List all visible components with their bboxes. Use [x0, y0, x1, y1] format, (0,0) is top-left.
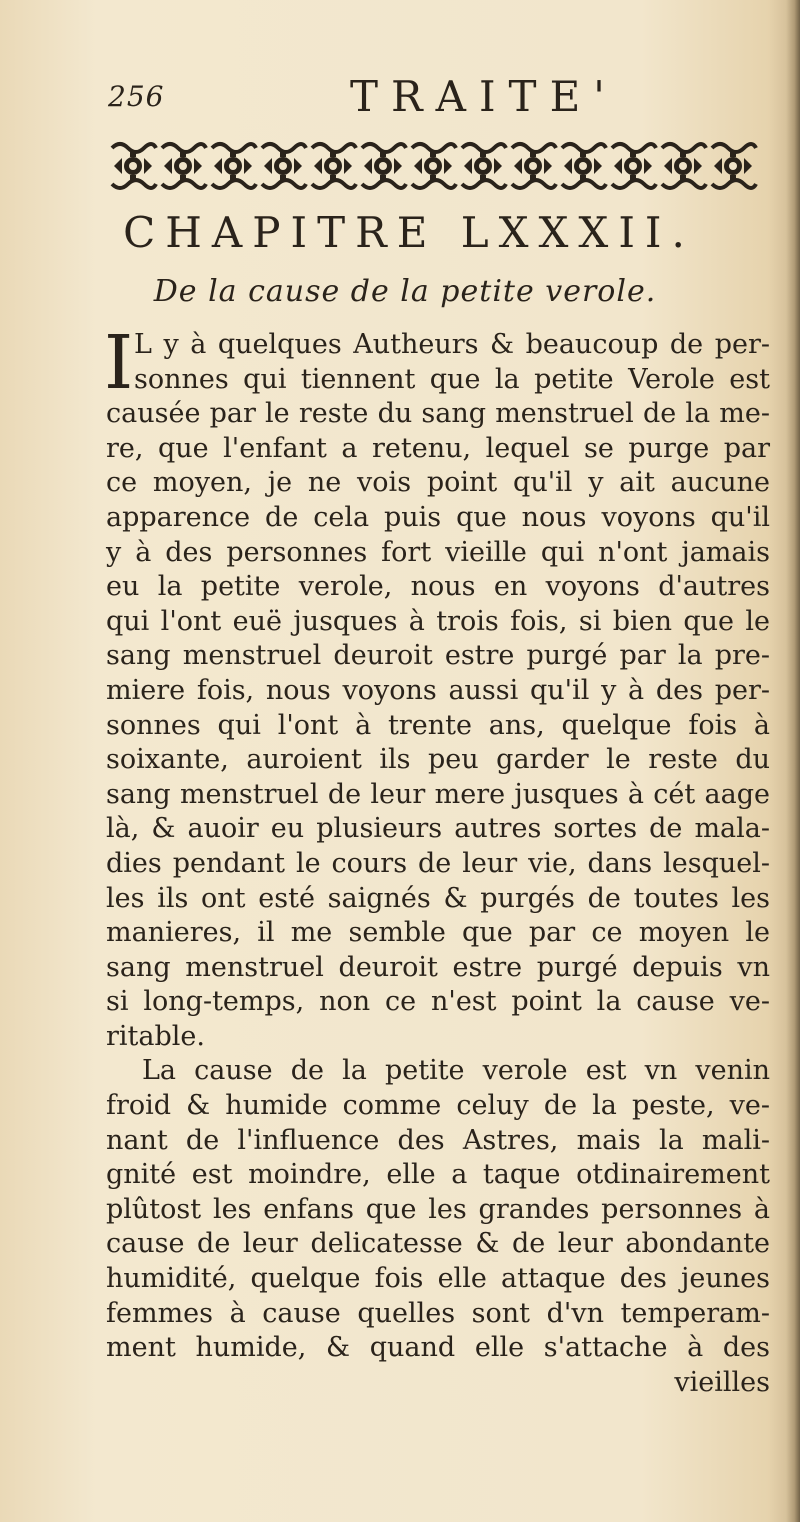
text-line: humidité, quelque fois elle attaque des jeunes — [106, 1263, 770, 1295]
text-line: sang menstruel de leur mere jusques à cét aage — [106, 778, 770, 810]
text-line: sonnes qui l'ont à trente ans, quelque fois à — [106, 709, 770, 741]
text-line: y à des personnes fort vieille qui n'ont jamais — [106, 536, 770, 568]
text-line: là, & auoir eu plusieurs autres sortes de mala- — [106, 813, 770, 845]
chapter-subtitle: De la cause de la petite verole. — [153, 274, 657, 309]
text-line: les ils ont esté saignés & purgés de toutes les — [106, 882, 770, 914]
text-line: cause de leur delicatesse & de leur abondante — [106, 1228, 770, 1260]
text-line: nant de l'influence des Astres, mais la mali- — [106, 1124, 770, 1156]
body-text — [104, 320, 770, 1400]
text-line: dies pendant le cours de leur vie, dans lesquel- — [106, 847, 770, 879]
page-number: 256 — [108, 80, 165, 113]
drop-cap: I — [104, 320, 134, 406]
running-title: TRAITE' — [350, 72, 618, 121]
text-line: ritable. — [106, 1020, 205, 1052]
paragraph-1 — [104, 320, 770, 1054]
text-line: re, que l'enfant a retenu, lequel se purge par — [106, 432, 770, 464]
paragraph-2 — [106, 1054, 770, 1400]
text-line: sang menstruel deuroit estre purgé par la pre- — [106, 640, 770, 672]
text-line: femmes à cause quelles sont d'vn temperam- — [106, 1297, 770, 1329]
text-line: ce moyen, je ne vois point qu'il y ait aucune — [106, 467, 770, 499]
text-line: sang menstruel deuroit estre purgé depuis vn — [106, 951, 770, 983]
page-header — [0, 68, 800, 121]
text-line: gnité est moindre, elle a taque otdinairement — [106, 1159, 770, 1191]
text-line: La cause de la petite verole est vn venin — [142, 1055, 770, 1087]
catchword: vieilles — [674, 1366, 770, 1398]
text-line: miere fois, nous voyons aussi qu'il y à des per- — [106, 674, 770, 706]
text-line: manieres, il me semble que par ce moyen le — [106, 917, 770, 949]
text-line: eu la petite verole, nous en voyons d'autres — [106, 571, 770, 603]
text-line: sonnes qui tiennent que la petite Verole est — [134, 363, 770, 395]
text-line: qui l'ont euë jusques à trois fois, si bien que le — [106, 605, 770, 637]
text-line: soixante, auroient ils peu garder le reste du — [106, 744, 770, 776]
text-line: ment humide, & quand elle s'attache à des — [106, 1332, 770, 1364]
text-line: causée par le reste du sang menstruel de la me- — [106, 398, 770, 430]
text-line: si long-temps, non ce n'est point la cause ve- — [106, 986, 770, 1018]
fleuron-ornament-band — [108, 138, 758, 194]
text-line: apparence de cela puis que nous voyons qu'il — [106, 501, 770, 533]
text-line: plûtost les enfans que les grandes personnes à — [106, 1193, 770, 1225]
text-line: froid & humide comme celuy de la peste, ve- — [106, 1090, 770, 1122]
chapter-heading: CHAPITRE LXXXII. — [123, 208, 695, 257]
text-line: L y à quelques Autheurs & beaucoup de per- — [134, 329, 770, 360]
